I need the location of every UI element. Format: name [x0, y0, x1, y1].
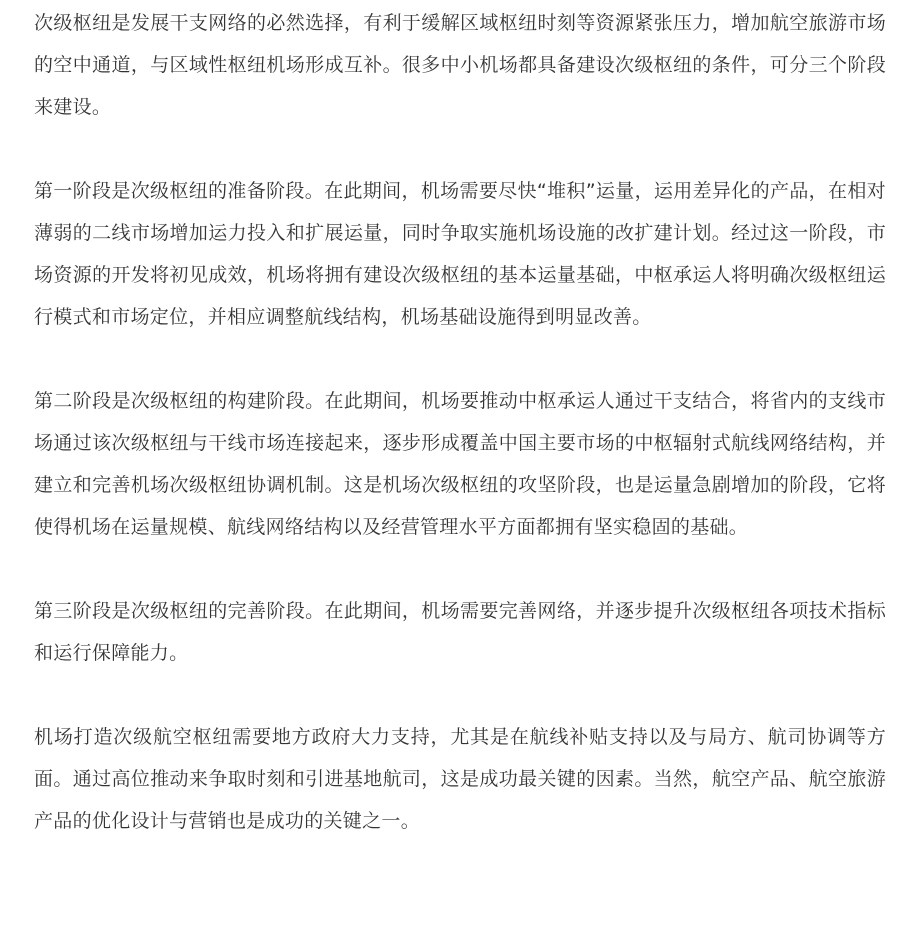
paragraph-stage-three: 第三阶段是次级枢纽的完善阶段。在此期间，机场需要完善网络，并逐步提升次级枢纽各项技术指标和运行保障能力。	[34, 600, 886, 664]
paragraph-conclusion: 机场打造次级航空枢纽需要地方政府大力支持，尤其是在航线补贴支持以及与局方、航司协调等方面。通过高位推动来争取时刻和引进基地航司，这是成功最关键的因素。当然，航空产品、航空旅游产品的优化设计与营销也是成功的关键之一。	[34, 726, 886, 832]
paragraph-stage-one: 第一阶段是次级枢纽的准备阶段。在此期间，机场需要尽快“堆积”运量，运用差异化的产品，在相对薄弱的二线市场增加运力投入和扩展运量，同时争取实施机场设施的改扩建计划。经过这一阶段，市场资源的开发将初见成效，机场将拥有建设次级枢纽的基本运量基础，中枢承运人将明确次级枢纽运行模式和市场定位，并相应调整航线结构，机场基础设施得到明显改善。	[34, 180, 886, 328]
paragraph-stage-two: 第二阶段是次级枢纽的构建阶段。在此期间，机场要推动中枢承运人通过干支结合，将省内的支线市场通过该次级枢纽与干线市场连接起来，逐步形成覆盖中国主要市场的中枢辐射式航线网络结构，并建立和完善机场次级枢纽协调机制。这是机场次级枢纽的攻坚阶段，也是运量急剧增加的阶段，它将使得机场在运量规模、航线网络结构以及经营管理水平方面都拥有坚实稳固的基础。	[34, 390, 886, 538]
paragraph-intro: 次级枢纽是发展干支网络的必然选择，有利于缓解区域枢纽时刻等资源紧张压力，增加航空旅游市场的空中通道，与区域性枢纽机场形成互补。很多中小机场都具备建设次级枢纽的条件，可分三个阶段来建设。	[34, 12, 886, 118]
